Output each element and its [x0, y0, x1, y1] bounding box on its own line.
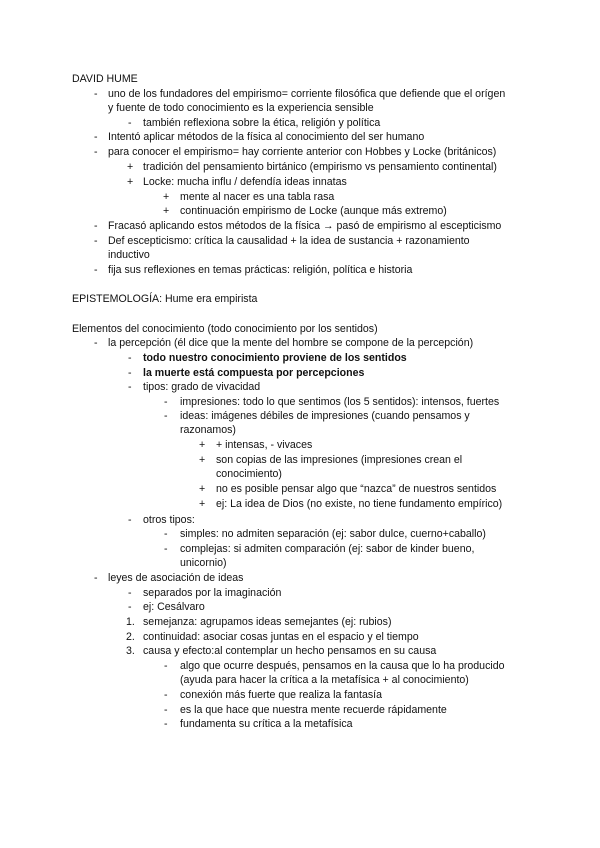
text-line: son copias de las impresiones (impresiones crean el: [216, 454, 463, 466]
text-line: mente al nacer es una tabla rasa: [180, 191, 335, 203]
text-line: otros tipos:: [143, 514, 195, 526]
text-line: Def escepticismo: crítica la causalidad + la idea de sustancia + razonamiento: [108, 235, 470, 247]
dash-bullet: -: [128, 352, 132, 364]
text-line: Intentó aplicar métodos de la física al conocimiento del ser humano: [108, 131, 425, 143]
text-line: conexión más fuerte que realiza la fantasía: [180, 689, 382, 701]
dash-bullet: -: [94, 264, 98, 276]
dash-bullet: -: [164, 528, 168, 540]
text-line: algo que ocurre después, pensamos en la causa que lo ha producido: [180, 660, 505, 672]
text-line: continuación empirismo de Locke (aunque más extremo): [180, 205, 447, 217]
text-line: tipos: grado de vivacidad: [143, 381, 261, 393]
bold-text-line: la muerte está compuesta por percepciones: [143, 367, 365, 379]
dash-bullet: -: [164, 660, 168, 672]
text-line: continuidad: asociar cosas juntas en el espacio y el tiempo: [143, 631, 419, 643]
dash-bullet: -: [94, 131, 98, 143]
doc-title: DAVID HUME: [72, 73, 138, 85]
text-line: semejanza: agrupamos ideas semejantes (ej: rubios): [143, 616, 392, 628]
dash-bullet: -: [94, 146, 98, 158]
section-heading: Elementos del conocimiento (todo conocimiento por los sentidos): [72, 323, 378, 335]
text-line: ej: Cesálvaro: [143, 601, 205, 613]
text-line: fija sus reflexiones en temas prácticas: religión, política e historia: [108, 264, 413, 276]
text-line: separados por la imaginación: [143, 587, 282, 599]
dash-bullet: -: [164, 410, 168, 422]
dash-bullet: -: [94, 88, 98, 100]
text-line: ej: La idea de Dios (no existe, no tiene fundamento empírico): [216, 498, 503, 510]
text-line: fundamenta su crítica a la metafísica: [180, 718, 353, 730]
dash-bullet: -: [128, 381, 132, 393]
dash-bullet: -: [164, 704, 168, 716]
text-line: impresiones: todo lo que sentimos (los 5 sentidos): intensos, fuertes: [180, 396, 500, 408]
text-line: leyes de asociación de ideas: [108, 572, 244, 584]
dash-bullet: -: [94, 220, 98, 232]
plus-bullet: +: [163, 191, 170, 203]
dash-bullet: -: [94, 337, 98, 349]
plus-bullet: +: [127, 161, 134, 173]
plus-bullet: +: [127, 176, 134, 188]
dash-bullet: -: [128, 117, 132, 129]
plus-bullet: +: [199, 498, 206, 510]
list-number: 3.: [126, 645, 135, 657]
dash-bullet: -: [128, 367, 132, 379]
text-line: la percepción (él dice que la mente del hombre se compone de la percepción): [108, 337, 474, 349]
text-line: razonamos): [180, 424, 236, 436]
plus-bullet: +: [199, 439, 206, 451]
dash-bullet: -: [128, 514, 132, 526]
text-line: Locke: mucha influ / defendía ideas innatas: [143, 176, 347, 188]
list-number: 1.: [126, 616, 135, 628]
dash-bullet: -: [164, 396, 168, 408]
text-line: causa y efecto:al contemplar un hecho pensamos en su causa: [143, 645, 437, 657]
bold-text-line: todo nuestro conocimiento proviene de los sentidos: [143, 352, 407, 364]
dash-bullet: -: [164, 689, 168, 701]
text-line: y fuente de todo conocimiento es la experiencia sensible: [108, 102, 374, 114]
plus-bullet: +: [163, 205, 170, 217]
text-line: inductivo: [108, 249, 150, 261]
plus-bullet: +: [199, 483, 206, 495]
text-line: uno de los fundadores del empirismo= corriente filosófica que defiende que el orígen: [108, 88, 506, 100]
text-line: conocimiento): [216, 468, 282, 480]
dash-bullet: -: [94, 572, 98, 584]
section-heading: EPISTEMOLOGÍA: Hume era empirista: [72, 293, 258, 305]
list-number: 2.: [126, 631, 135, 643]
dash-bullet: -: [128, 601, 132, 613]
text-line: Fracasó aplicando estos métodos de la física → pasó de empirismo al escepticismo: [108, 220, 502, 232]
text-line: simples: no admiten separación (ej: sabor dulce, cuerno+caballo): [180, 528, 486, 540]
text-line: tradición del pensamiento birtánico (empirismo vs pensamiento continental): [143, 161, 497, 173]
text-line: para conocer el empirismo= hay corriente anterior con Hobbes y Locke (británicos): [108, 146, 497, 158]
text-line: no es posible pensar algo que “nazca” de nuestros sentidos: [216, 483, 497, 495]
text-line: (ayuda para hacer la crítica a la metafísica + al conocimiento): [180, 674, 469, 686]
dash-bullet: -: [128, 587, 132, 599]
text-line: es la que hace que nuestra mente recuerde rápidamente: [180, 704, 447, 716]
dash-bullet: -: [164, 718, 168, 730]
text-line: complejas: si admiten comparación (ej: sabor de kinder bueno,: [180, 543, 475, 555]
dash-bullet: -: [94, 235, 98, 247]
text-line: ideas: imágenes débiles de impresiones (cuando pensamos y: [180, 410, 470, 422]
text-line: unicornio): [180, 557, 227, 569]
dash-bullet: -: [164, 543, 168, 555]
plus-bullet: +: [199, 454, 206, 466]
text-line: también reflexiona sobre la ética, religión y política: [143, 117, 381, 129]
text-line: + intensas, - vivaces: [216, 439, 313, 451]
